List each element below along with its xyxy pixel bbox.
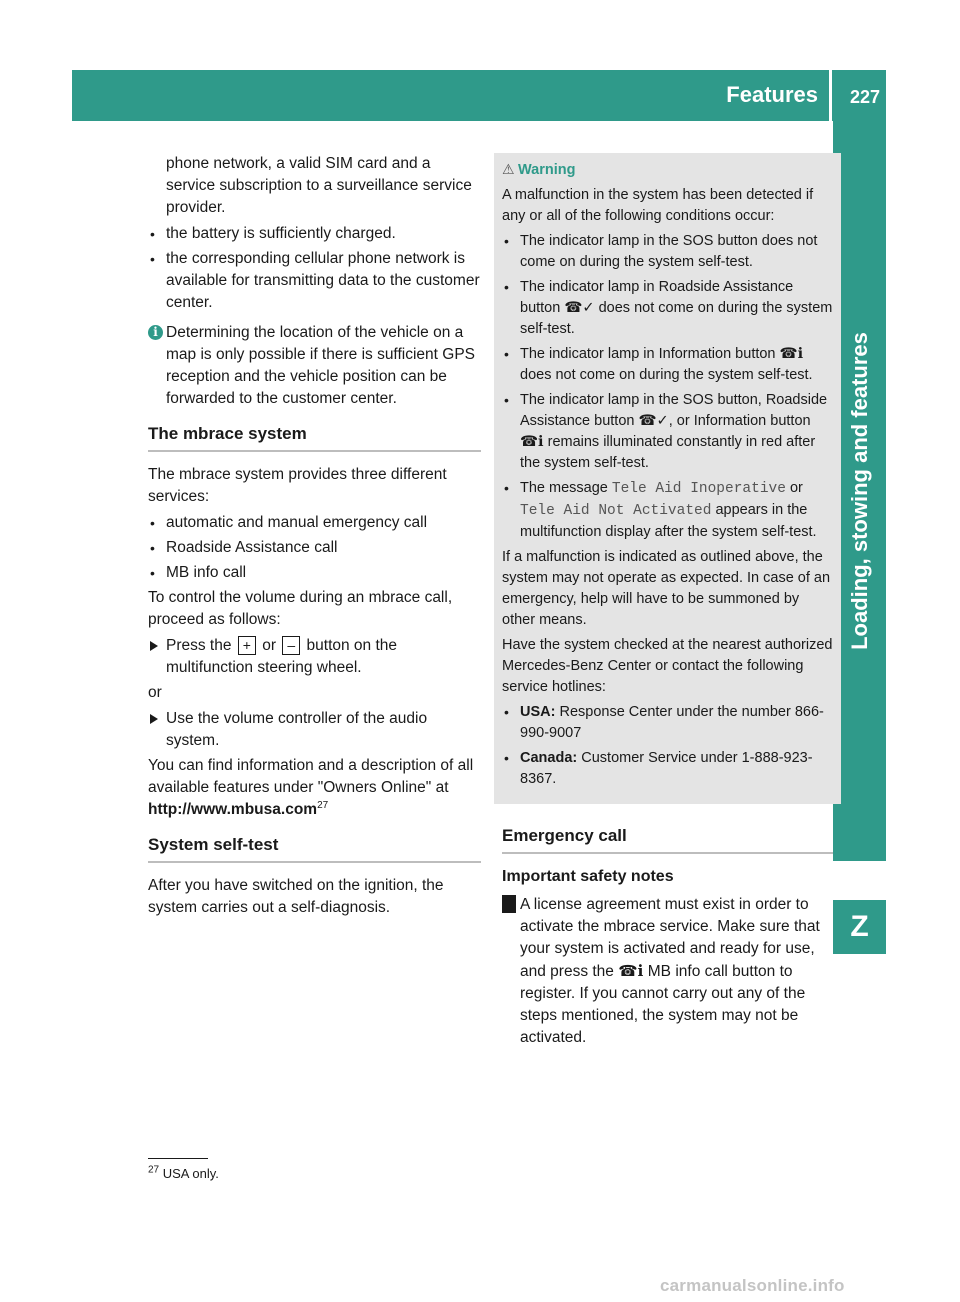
minus-key-icon: – xyxy=(282,636,300,655)
header-divider xyxy=(829,70,832,121)
information-button-icon: ☎ℹ xyxy=(618,962,644,980)
volume-intro: To control the volume during an mbrace call, proceed as follows: xyxy=(148,589,453,628)
list-item: • the corresponding cellular phone network is available for transmitting data to the customer center. xyxy=(150,250,480,311)
warning-triangle-icon: ⚠ xyxy=(502,161,515,177)
footnote-ref: 27 xyxy=(317,799,329,811)
footnote xyxy=(148,1165,219,1183)
footnote-text: USA only. xyxy=(162,1166,219,1181)
list-item: • Roadside Assistance call xyxy=(150,539,338,556)
list-item: • The indicator lamp in Information button ☎ℹ does not come on during the system self-test. xyxy=(504,346,813,383)
display-message: Tele Aid Not Activated xyxy=(520,503,712,519)
selftest-paragraph: After you have switched on the ignition, the system carries out a self-diagnosis. xyxy=(148,877,444,916)
section-title: Features xyxy=(726,82,818,107)
features-paragraph: You can find information and a description of all available features under "Owners Online" at http://www.mbusa.com$^{27}$ xyxy=(148,757,474,818)
information-button-icon: ☎ℹ xyxy=(520,434,544,450)
continued-paragraph: phone network, a valid SIM card and a service subscription to a surveillance service provider. xyxy=(166,155,472,216)
side-tab-title-text: Loading, stowing and features xyxy=(846,332,872,650)
list-item: • The indicator lamp in the SOS button does not come on during the system self-test. xyxy=(504,233,818,270)
list-item: • MB info call xyxy=(150,564,247,581)
roadside-assistance-icon: ☎✓ xyxy=(564,300,595,316)
mbrace-intro: The mbrace system provides three different services: xyxy=(148,466,447,505)
selftest-heading: System self-test xyxy=(148,833,481,863)
warning-box xyxy=(494,153,841,804)
plus-key-icon: + xyxy=(238,636,256,655)
warning-title: ⚠ Warning xyxy=(502,161,576,178)
exclamation-icon: ! xyxy=(502,895,516,913)
list-item: • The indicator lamp in Roadside Assistance button ☎✓ does not come on during the system self-test. xyxy=(504,279,833,337)
roadside-assistance-icon: ☎✓ xyxy=(638,413,669,429)
action-arrow-icon xyxy=(150,714,158,724)
safety-heading: Important safety notes xyxy=(502,868,674,885)
action-arrow-icon xyxy=(150,641,158,651)
info-circle-icon: i xyxy=(148,325,163,340)
right-column xyxy=(497,153,833,1049)
mbusa-link[interactable]: http://www.mbusa.com xyxy=(148,801,318,818)
footnote-rule xyxy=(148,1158,208,1159)
watermark: carmanualsonline.info xyxy=(660,1276,845,1295)
emergency-heading: Emergency call xyxy=(502,824,833,854)
warning-paragraph: Have the system checked at the nearest authorized Mercedes-Benz Center or contact the following service hotlines: xyxy=(502,637,833,695)
list-item: • USA: Response Center under the number 866-990-9007 xyxy=(504,704,824,741)
mbrace-heading: The mbrace system xyxy=(148,422,481,452)
list-item: • the battery is sufficiently charged. xyxy=(150,225,396,242)
list-item: • The message Tele Aid Inoperative or Tele Aid Not Activated appears in the multifunction display after the system self-test. xyxy=(504,480,817,540)
page-header xyxy=(72,70,886,121)
display-message: Tele Aid Inoperative xyxy=(611,481,786,497)
left-column xyxy=(148,153,481,923)
warning-intro: A malfunction in the system has been detected if any or all of the following conditions occur: xyxy=(502,187,814,224)
info-note: i Determining the location of the vehicle on a map is only possible if there is sufficient GPS reception and the vehicle position can be forwarded to the customer center. xyxy=(148,322,481,410)
list-item: • automatic and manual emergency call xyxy=(150,514,428,531)
or-text: or xyxy=(148,684,162,701)
action-step: Use the volume controller of the audio system. xyxy=(148,708,481,752)
information-button-icon: ☎ℹ xyxy=(779,346,804,362)
action-step: Press the + or – button on the multifunction steering wheel. xyxy=(148,635,481,679)
page-number: 227 xyxy=(849,87,880,107)
list-item: • Canada: Customer Service under 1-888-923-8367. xyxy=(504,750,813,787)
warning-paragraph: If a malfunction is indicated as outlined above, the system may not operate as expected. In case of an emergency, help will have to be summoned by other means. xyxy=(502,549,831,628)
footnote-number: 27 xyxy=(148,1164,160,1176)
notice-paragraph: ! A license agreement must exist in order to activate the mbrace service. Make sure that your system is activated and ready for use, and press the ☎ℹ MB info call button to register. If you cannot carry out any of the steps mentioned, the system may not be activated. xyxy=(497,896,820,1046)
side-tab-letter: Z xyxy=(850,910,869,943)
list-item: • The indicator lamp in the SOS button, Roadside Assistance button ☎✓, or Information button ☎ℹ remains illuminated constantly in red after the system self-test. xyxy=(504,392,828,471)
